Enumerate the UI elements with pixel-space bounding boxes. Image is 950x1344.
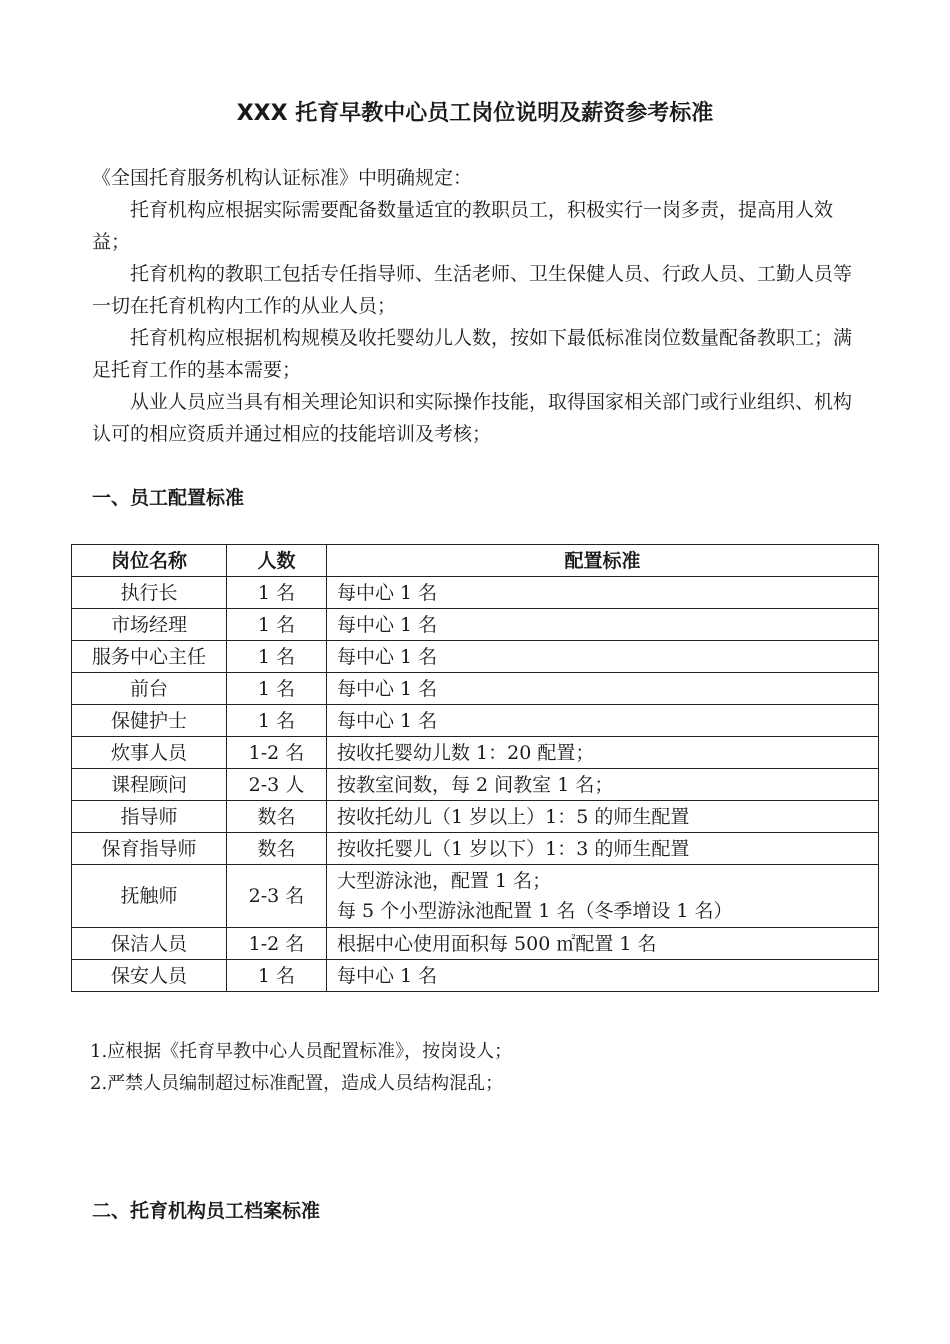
cell-standard [327,928,879,960]
cell-position: 服务中心主任 [72,641,227,673]
cell-position: 保健护士 [72,705,227,737]
table-row [72,737,879,769]
table-row [72,960,879,992]
table-row [72,641,879,673]
intro-paragraph: 从业人员应当具有相关理论知识和实际操作技能，取得国家相关部门或行业组织、机构认可的相应资质并通过相应的技能培训及考核； [92,391,853,445]
cell-standard [327,577,879,609]
cell-position: 抚触师 [72,865,227,928]
document-title: XXX 托育早教中心员工岗位说明及薪资参考标准 [236,101,714,126]
standard-line: 每 5 个小型游泳池配置 1 名（冬季增设 1 名） [337,900,733,922]
header-standard: 配置标准 [327,545,879,577]
cell-count: 1 名 [227,673,327,705]
table-row [72,673,879,705]
intro-block [92,162,867,450]
table-row [72,801,879,833]
standard-line: 按收托婴儿（1 岁以下）1：3 的师生配置 [337,837,690,860]
cell-standard [327,769,879,801]
cell-position: 前台 [72,673,227,705]
standard-line: 按收托幼儿（1 岁以上）1：5 的师生配置 [337,805,690,828]
cell-standard [327,833,879,865]
cell-count: 1-2 名 [227,737,327,769]
cell-standard [327,801,879,833]
cell-position: 执行长 [72,577,227,609]
cell-position: 市场经理 [72,609,227,641]
cell-count: 1 名 [227,609,327,641]
cell-position: 保洁人员 [72,928,227,960]
cell-position: 课程顾问 [72,769,227,801]
header-count: 人数 [227,545,327,577]
standard-line: 按教室间数，每 2 间教室 1 名； [337,773,614,796]
staffing-table [71,544,879,992]
cell-standard [327,609,879,641]
cell-position: 保育指导师 [72,833,227,865]
staffing-table-body [72,577,879,992]
cell-standard [327,641,879,673]
cell-count: 1 名 [227,577,327,609]
cell-standard [327,673,879,705]
note-item: 1.应根据《托育早教中心人员配置标准》，按岗设人； [90,1041,513,1062]
cell-position: 炊事人员 [72,737,227,769]
cell-count: 数名 [227,833,327,865]
standard-line: 大型游泳池，配置 1 名； [337,870,552,892]
cell-count: 2-3 名 [227,865,327,928]
cell-count: 1 名 [227,960,327,992]
table-row [72,577,879,609]
cell-standard [327,960,879,992]
section-heading-staffing: 一、员工配置标准 [92,487,245,509]
cell-position: 指导师 [72,801,227,833]
standard-line: 每中心 1 名 [337,581,438,604]
table-row [72,865,879,928]
standard-line: 按收托婴幼儿数 1：20 配置； [337,741,595,764]
cell-count: 2-3 人 [227,769,327,801]
cell-standard [327,705,879,737]
cell-count: 1 名 [227,641,327,673]
notes-block [90,1036,512,1100]
cell-count: 数名 [227,801,327,833]
note-item: 2.严禁人员编制超过标准配置，造成人员结构混乱； [90,1073,504,1094]
intro-lead: 《全国托育服务机构认证标准》中明确规定： [92,167,473,189]
cell-standard [327,865,879,928]
section-heading-records: 二、托育机构员工档案标准 [92,1200,321,1222]
header-position: 岗位名称 [72,545,227,577]
table-row [72,769,879,801]
table-row [72,833,879,865]
intro-paragraph: 托育机构应根据机构规模及收托婴幼儿人数，按如下最低标准岗位数量配备教职工；满足托育工作的基本需要； [92,327,853,381]
standard-line: 每中心 1 名 [337,645,438,668]
standard-line: 每中心 1 名 [337,709,438,732]
intro-paragraph: 托育机构的教职工包括专任指导师、生活老师、卫生保健人员、行政人员、工勤人员等一切在托育机构内工作的从业人员； [92,263,853,317]
cell-count: 1-2 名 [227,928,327,960]
table-header-row [72,545,879,577]
cell-count: 1 名 [227,705,327,737]
cell-standard [327,737,879,769]
table-row [72,609,879,641]
standard-line: 每中心 1 名 [337,677,438,700]
table-row [72,705,879,737]
standard-line: 每中心 1 名 [337,613,438,636]
cell-position: 保安人员 [72,960,227,992]
intro-paragraph: 托育机构应根据实际需要配备数量适宜的教职员工，积极实行一岗多责，提高用人效益； [92,199,834,253]
table-row [72,928,879,960]
standard-line: 每中心 1 名 [337,964,438,987]
standard-line: 根据中心使用面积每 500 ㎡配置 1 名 [337,932,657,955]
